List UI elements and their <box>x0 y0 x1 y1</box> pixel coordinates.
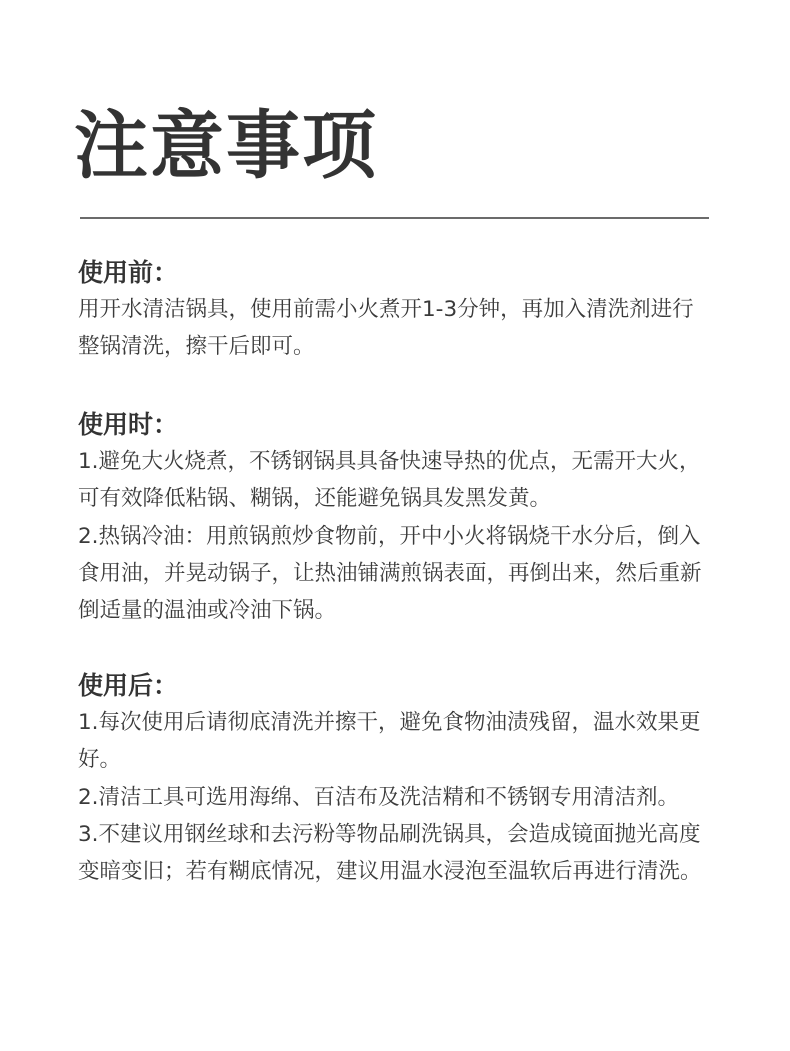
during-use-item-1: 1.避免大火烧煮，不锈钢锅具具备快速导热的优点，无需开大火，可有效降低粘锅、糊锅，还能避免锅具发黑发黄。 <box>78 449 701 512</box>
during-use-item-2: 2.热锅冷油：用煎锅煎炒食物前，开中小火将锅烧干水分后，倒入食用油，并晃动锅子，让热油铺满煎锅表面，再倒出来，然后重新倒适量的温油或冷油下锅。 <box>78 523 702 624</box>
title-divider <box>80 217 709 219</box>
after-use-item-3: 3.不建议用钢丝球和去污粉等物品刷洗锅具，会造成镜面抛光高度变暗变旧；若有糊底情况，建议用温水浸泡至温软后再进行清洗。 <box>78 821 702 885</box>
before-use-paragraph: 用开水清洁锅具，使用前需小火煮开1-3分钟，再加入清洗剂进行整锅清洗，擦干后即可。 <box>78 297 694 360</box>
section-during-use <box>78 406 710 629</box>
after-use-item-2: 2.清洁工具可选用海绵、百洁布及洗洁精和不锈钢专用清洁剂。 <box>78 784 680 810</box>
page-title: 注意事项 <box>74 103 378 189</box>
section-heading-after-use: 使用后： <box>78 671 179 700</box>
section-heading-during-use: 使用时： <box>78 410 179 439</box>
after-use-item-1: 1.每次使用后请彻底清洗并擦干，避免食物油渍残留，温水效果更好。 <box>78 710 701 773</box>
section-after-use <box>78 667 710 890</box>
section-heading-before-use: 使用前： <box>78 258 179 287</box>
section-before-use <box>78 254 710 366</box>
